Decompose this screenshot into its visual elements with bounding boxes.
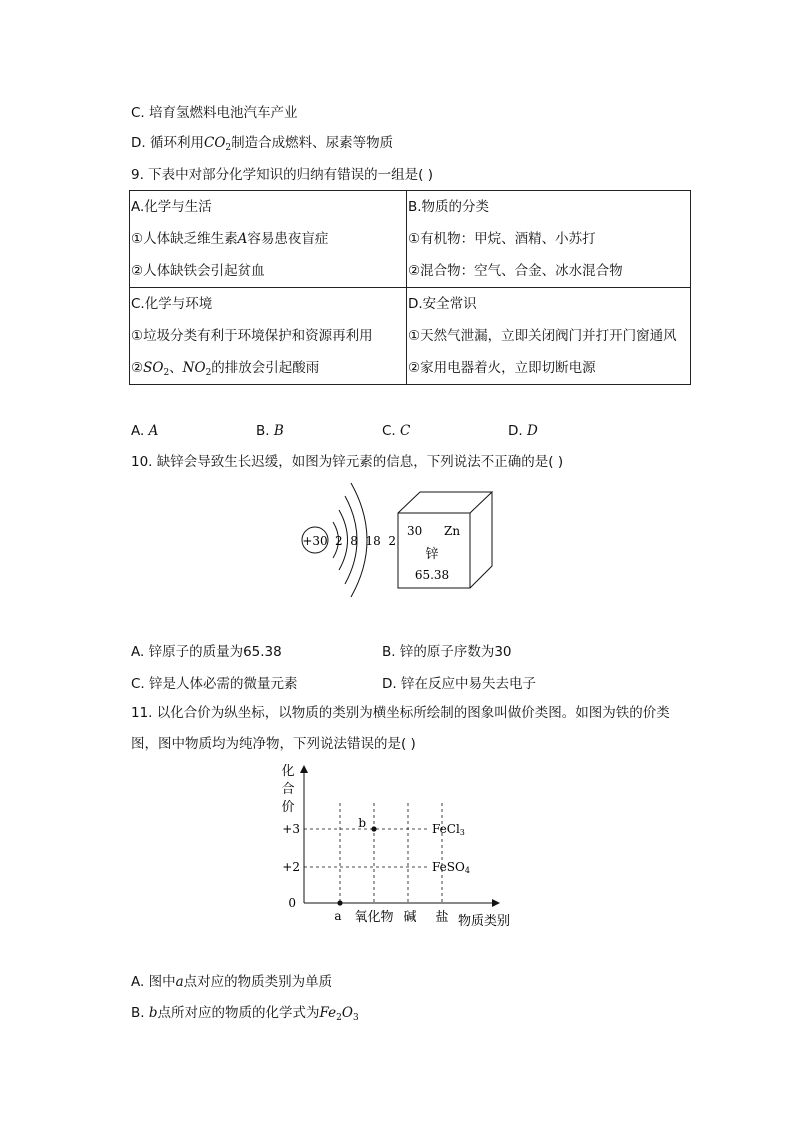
q11-option-b[interactable]: B. b点所对应的物质的化学式为$Fe_2O_3$	[131, 1005, 359, 1023]
cell-b-item2: ②混合物：空气、合金、冰水混合物	[408, 263, 623, 279]
nucleus-charge: +30	[302, 534, 328, 548]
label-fecl3: FeCl3	[432, 822, 465, 837]
knowledge-table	[129, 190, 691, 385]
element-symbol: Zn	[444, 524, 461, 538]
option-d-prev-after: 制造合成燃料、尿素等物质	[231, 135, 394, 151]
cell-c-item2: $②SO_2$、$NO_2$的排放会引起酸雨	[131, 360, 320, 378]
x-tick-oxide: 氧化物	[354, 910, 394, 925]
y-title-2: 合	[281, 782, 295, 797]
cell-c	[130, 288, 407, 385]
y-title-1: 化	[281, 764, 295, 779]
element-box-top	[398, 492, 492, 513]
co2-formula: $CO_2$	[203, 135, 232, 153]
element-box-side	[470, 492, 492, 588]
shell-electrons: 2 8 18 2	[335, 534, 397, 548]
q11-stem-line2: 图，图中物质均为纯净物，下列说法错误的是( )	[131, 736, 416, 752]
cell-c-item1: ①垃圾分类有利于环境保护和资源再利用	[131, 328, 373, 344]
x-tick-base: 碱	[403, 910, 417, 925]
point-b-label: b	[358, 816, 366, 830]
valence-class-diagram	[270, 755, 530, 930]
cell-a	[130, 191, 407, 288]
y-title-3: 价	[281, 800, 295, 815]
option-d-prev	[131, 134, 393, 157]
q9-option-b[interactable]: B. B	[256, 423, 284, 439]
atomic-mass: 65.38	[414, 568, 450, 582]
atomic-number: 30	[407, 524, 423, 538]
q9-option-d[interactable]: D. D	[508, 423, 538, 439]
x-tick-salt: 盐	[435, 910, 449, 925]
zinc-figure	[295, 478, 500, 603]
q10-option-c[interactable]: C. 锌是人体必需的微量元素	[131, 676, 298, 692]
cell-b	[407, 191, 691, 288]
cell-d-item2: ②家用电器着火，立即切断电源	[408, 360, 596, 376]
q9-stem: 9. 下表中对部分化学知识的归纳有错误的一组是( )	[131, 167, 433, 183]
q10-option-a[interactable]: A. 锌原子的质量为65.38	[131, 644, 282, 660]
cell-c-title: C.化学与环境	[131, 296, 213, 312]
q9-option-c[interactable]: C. C	[382, 423, 411, 439]
q10-option-b[interactable]: B. 锌的原子序数为30	[382, 644, 512, 660]
q11-stem-line1: 11. 以化合价为纵坐标，以物质的类别为横坐标所绘制的图象叫做价类图。如图为铁的价类	[131, 705, 670, 721]
cell-a-title: A.化学与生活	[131, 199, 212, 215]
q9-options	[131, 423, 651, 441]
y-tick-plus2: +2	[282, 860, 300, 874]
label-feso4: FeSO4	[432, 860, 470, 875]
cell-d-title: D.安全常识	[408, 296, 477, 312]
cell-d-item1: ①天然气泄漏，立即关闭阀门并打开门窗通风	[408, 328, 677, 344]
y-tick-zero: 0	[288, 896, 296, 910]
cell-b-title: B.物质的分类	[408, 199, 490, 215]
q11-option-a[interactable]: A. 图中a点对应的物质类别为单质	[131, 974, 333, 990]
cell-d	[407, 288, 691, 385]
point-a	[337, 900, 342, 905]
q10-option-d[interactable]: D. 锌在反应中易失去电子	[382, 676, 536, 692]
q9-option-a[interactable]: A. A	[131, 423, 159, 439]
option-c-prev: C. 培育氢燃料电池汽车产业	[131, 105, 298, 121]
point-b	[371, 826, 376, 831]
x-tick-a: a	[334, 909, 342, 923]
y-tick-plus3: +3	[282, 822, 300, 836]
cell-a-item2: ②人体缺铁会引起贫血	[131, 263, 265, 279]
option-d-prev-before: D. 循环利用	[131, 135, 204, 151]
cell-a-item1: ①人体缺乏维生素A容易患夜盲症	[131, 231, 329, 247]
x-axis-title: 物质类别	[458, 914, 511, 929]
q10-stem: 10. 缺锌会导致生长迟缓，如图为锌元素的信息，下列说法不正确的是( )	[131, 454, 564, 470]
cell-b-item1: ①有机物：甲烷、酒精、小苏打	[408, 231, 596, 247]
element-name: 锌	[425, 547, 439, 562]
